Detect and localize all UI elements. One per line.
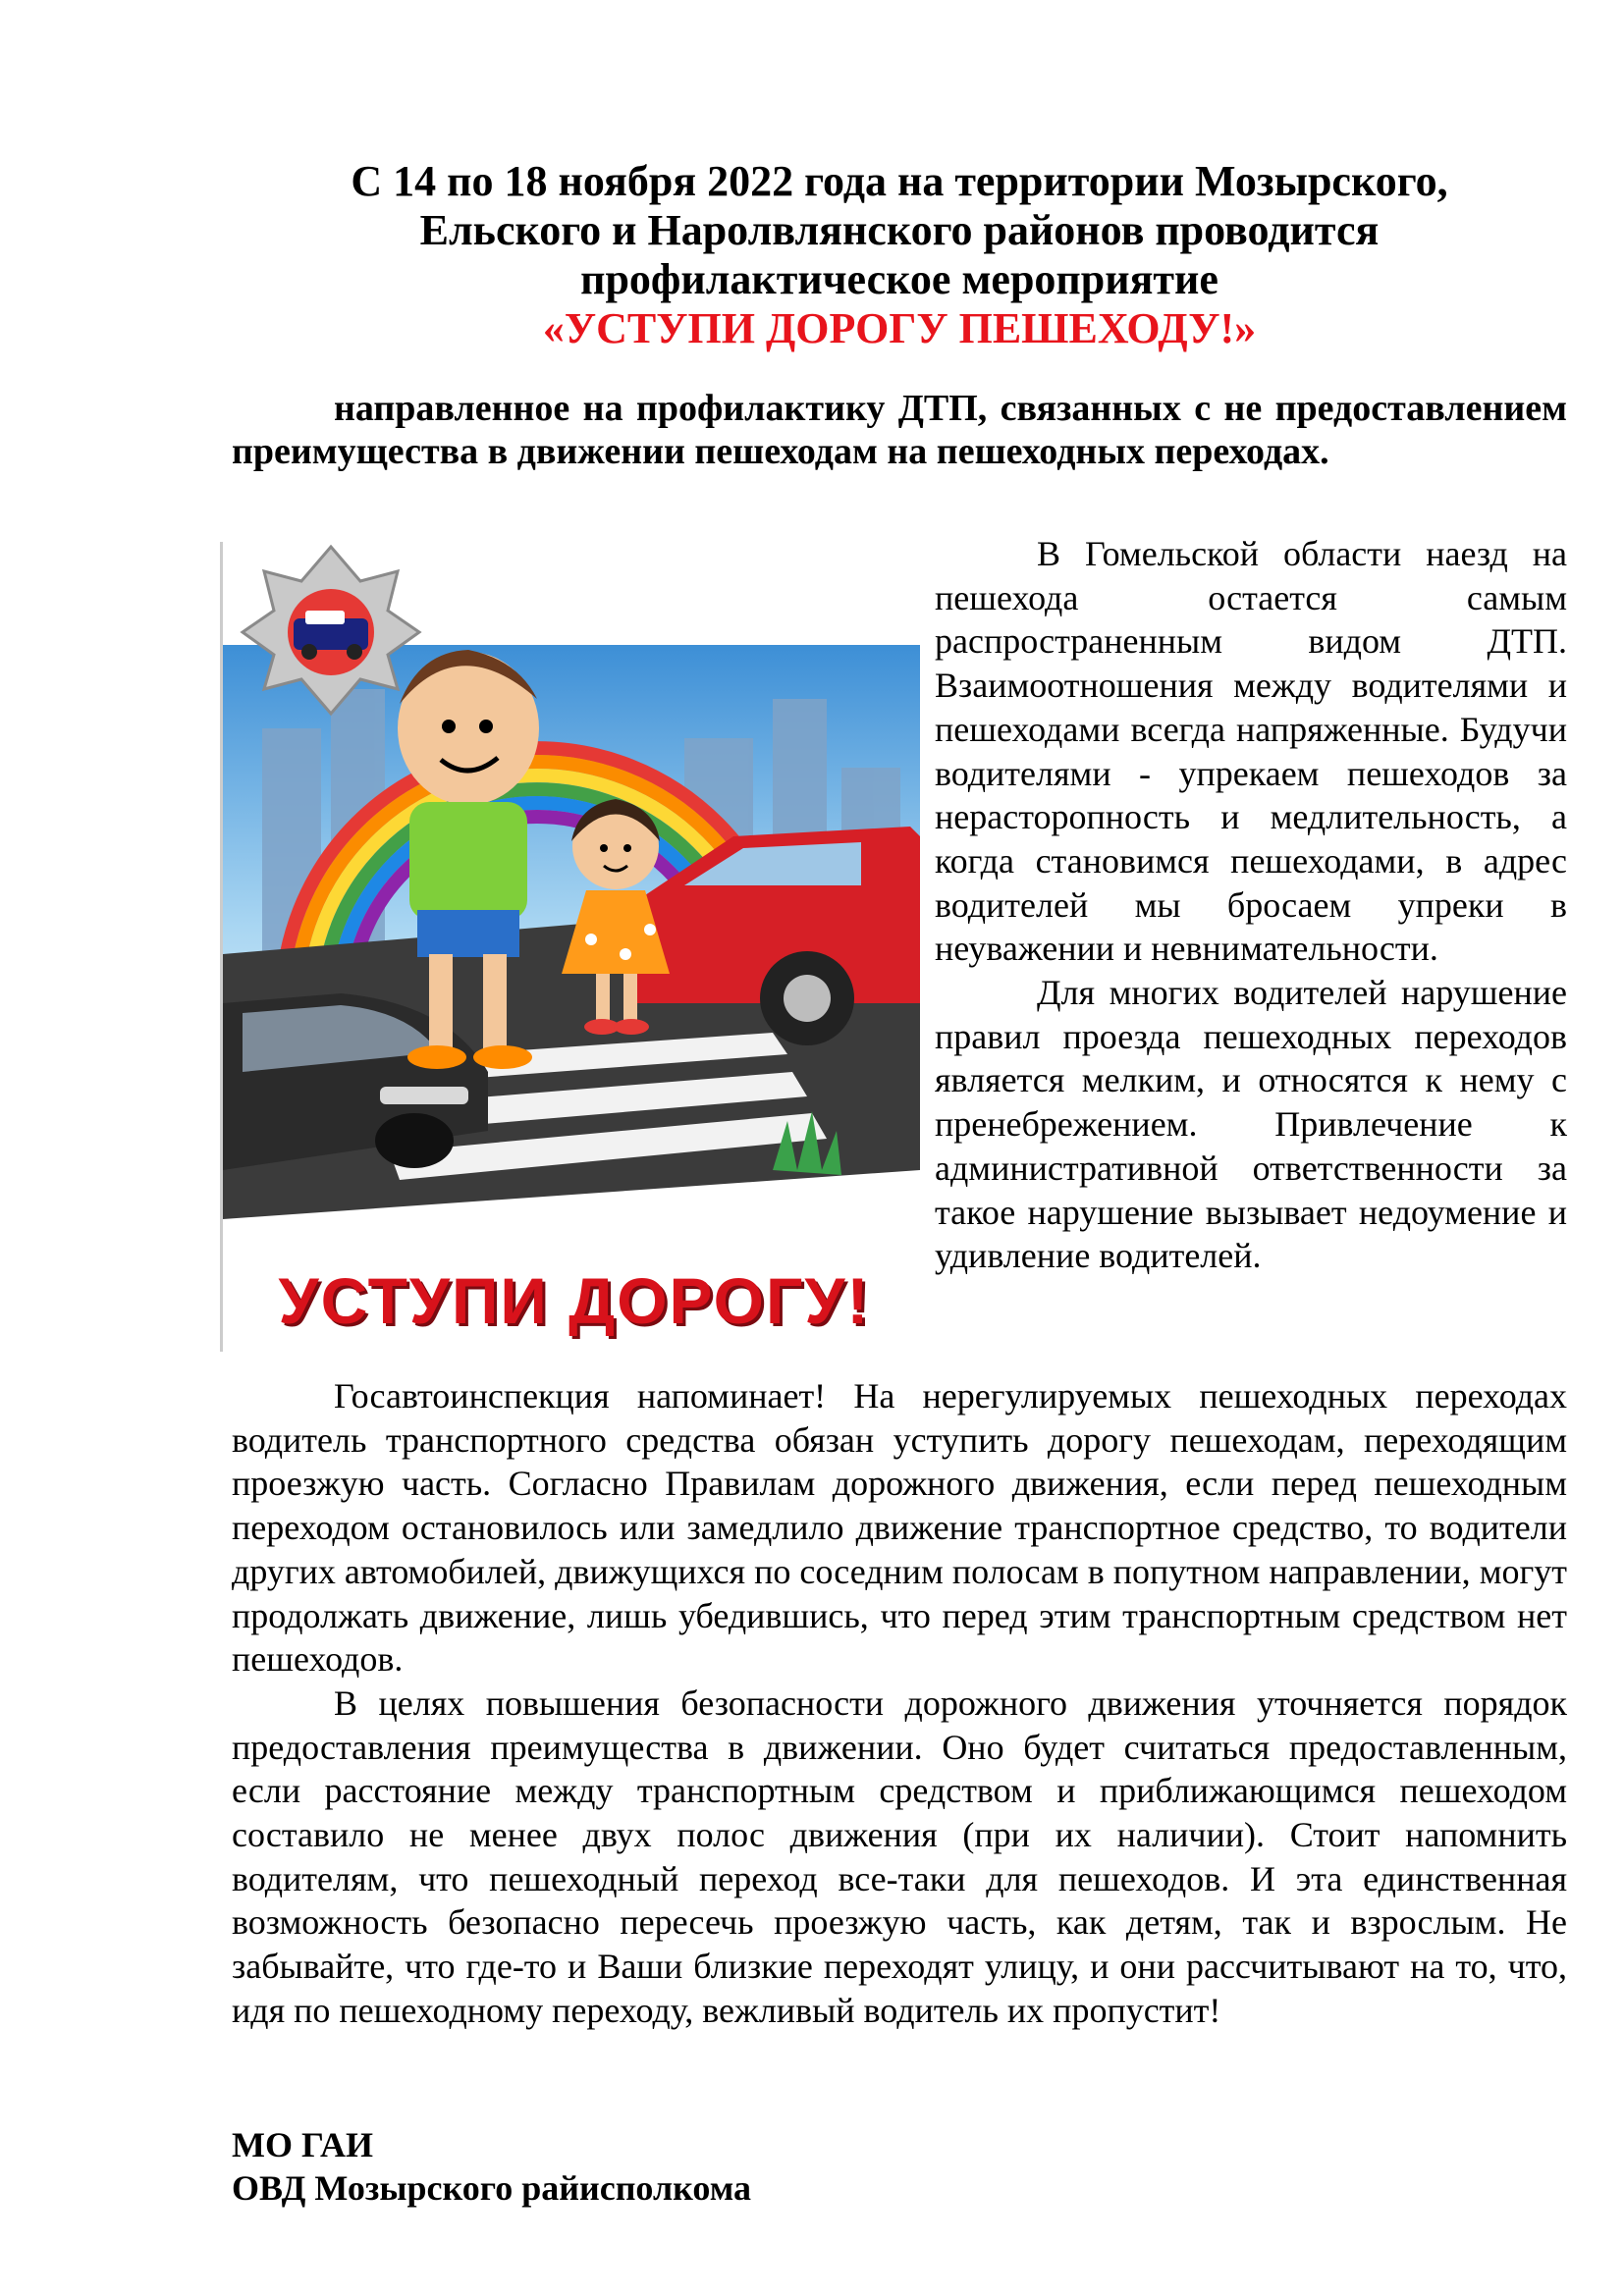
side-text-column [935,532,1567,1278]
signature-line-2: ОВД Мозырского райисполкома [232,2168,752,2208]
poster-caption: УСТУПИ ДОРОГУ! [278,1264,871,1337]
body-paragraph-1: Госавтоинспекция напоминает! На нерегулируемых пешеходных переходах водитель транспортного средства обязан уступить дорогу пешеходам, переходящим проезжую часть. Согласно Правилам дорожного движения, если перед пешеходным переходом остановилось или замедлило движение транспортное средство, то водители других автомобилей, движущихся по соседним полосам в попутном направлении, могут продолжать движение, лишь убедившись, что перед этим транспортным средством нет пешеходов. [232,1376,1567,1680]
heading-line-3: профилактическое мероприятие [580,255,1218,303]
signature-block [232,2123,751,2210]
main-text [232,1374,1567,2033]
heading-line-2: Ельского и Наролвлянского районов проводится [419,206,1380,254]
traffic-police-emblem-icon [243,547,419,714]
side-paragraph-2: Для многих водителей нарушение правил проезда пешеходных переходов является мелким, и относятся к нему с пренебрежением. Привлечение к административной ответственности за такое нарушение вызывает недоумение и удивление водителей. [935,973,1567,1276]
side-paragraph-1: В Гомельской области наезд на пешехода остается самым распространенным видом ДТП. Взаимоотношения между водителями и пешеходами всегда напряженные. Будучи водителями - упрекаем пешеходов за нерасторопность и медлительность, а когда становимся пешеходами, в адрес водителей мы бросаем упреки в неуважении и невнимательности. [935,534,1567,969]
signature-line-1: МО ГАИ [232,2125,373,2164]
campaign-poster-image [220,542,920,1352]
poster-illustration [223,542,920,1352]
body-paragraph-2: В целях повышения безопасности дорожного движения уточняется порядок предоставления преимущества в движении. Оно будет считаться предоставленным, если расстояние между транспортным средством и приближающимся пешеходом составило не менее двух полос движения (при их наличии). Стоит напомнить водителям, что пешеходный переход все-таки для пешеходов. И эта единственная возможность безопасно пересечь проезжую часть, как детям, так и взрослым. Не забывайте, что где-то и Ваши близкие переходят улицу, и они рассчитывают на то, что, идя по пешеходному переходу, вежливый водитель их пропустит! [232,1682,1567,2030]
campaign-slogan: «УСТУПИ ДОРОГУ ПЕШЕХОДУ!» [542,304,1257,352]
document-heading [232,157,1567,353]
heading-line-1: С 14 по 18 ноября 2022 года на территории Мозырского, [351,157,1448,205]
intro-paragraph: направленное на профилактику ДТП, связанных с не предоставлением преимущества в движении пешеходам на пешеходных переходах. [232,388,1567,472]
